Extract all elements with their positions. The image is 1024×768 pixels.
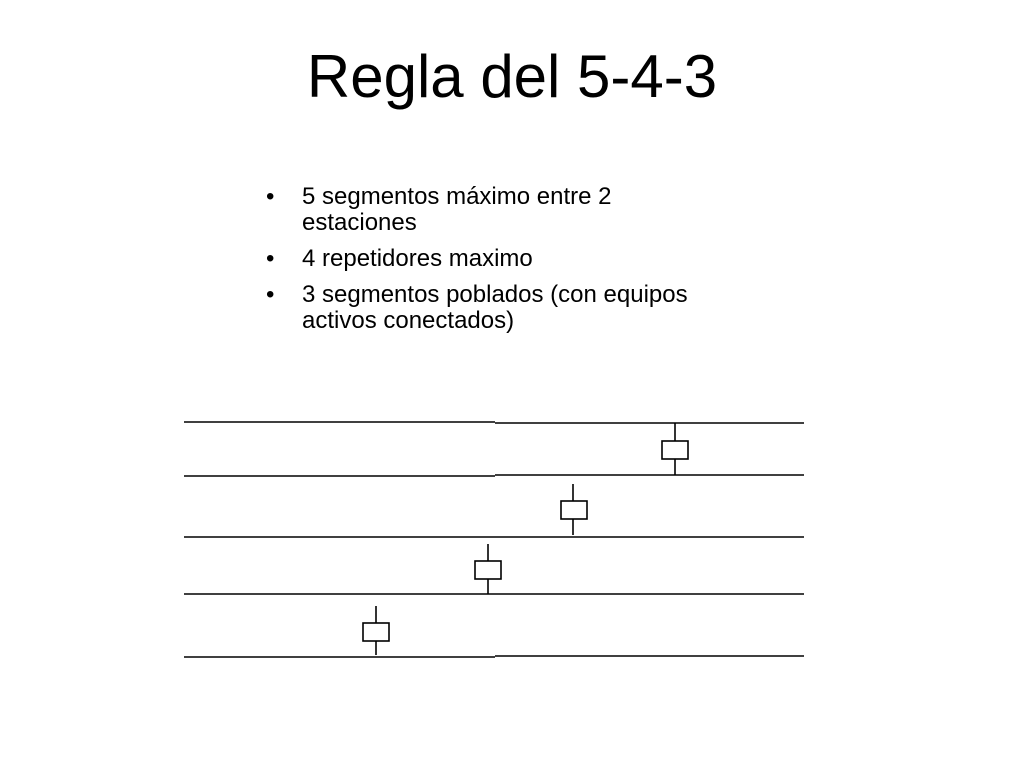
bullet-text: 3 segmentos poblados (con equipos activos conectados) xyxy=(302,281,688,334)
bullet-text: 4 repetidores maximo xyxy=(302,245,533,272)
repeater-icon xyxy=(561,484,587,535)
repeater-icon xyxy=(475,544,501,594)
bullet-text: 5 segmentos máximo entre 2 estaciones xyxy=(302,183,612,236)
slide-title: Regla del 5-4-3 xyxy=(306,43,718,110)
repeater-icon xyxy=(662,423,688,475)
bullet-marker: • xyxy=(266,281,275,308)
repeater-icon xyxy=(363,606,389,655)
bullet-marker: • xyxy=(266,245,275,272)
bullet-marker: • xyxy=(266,183,275,210)
